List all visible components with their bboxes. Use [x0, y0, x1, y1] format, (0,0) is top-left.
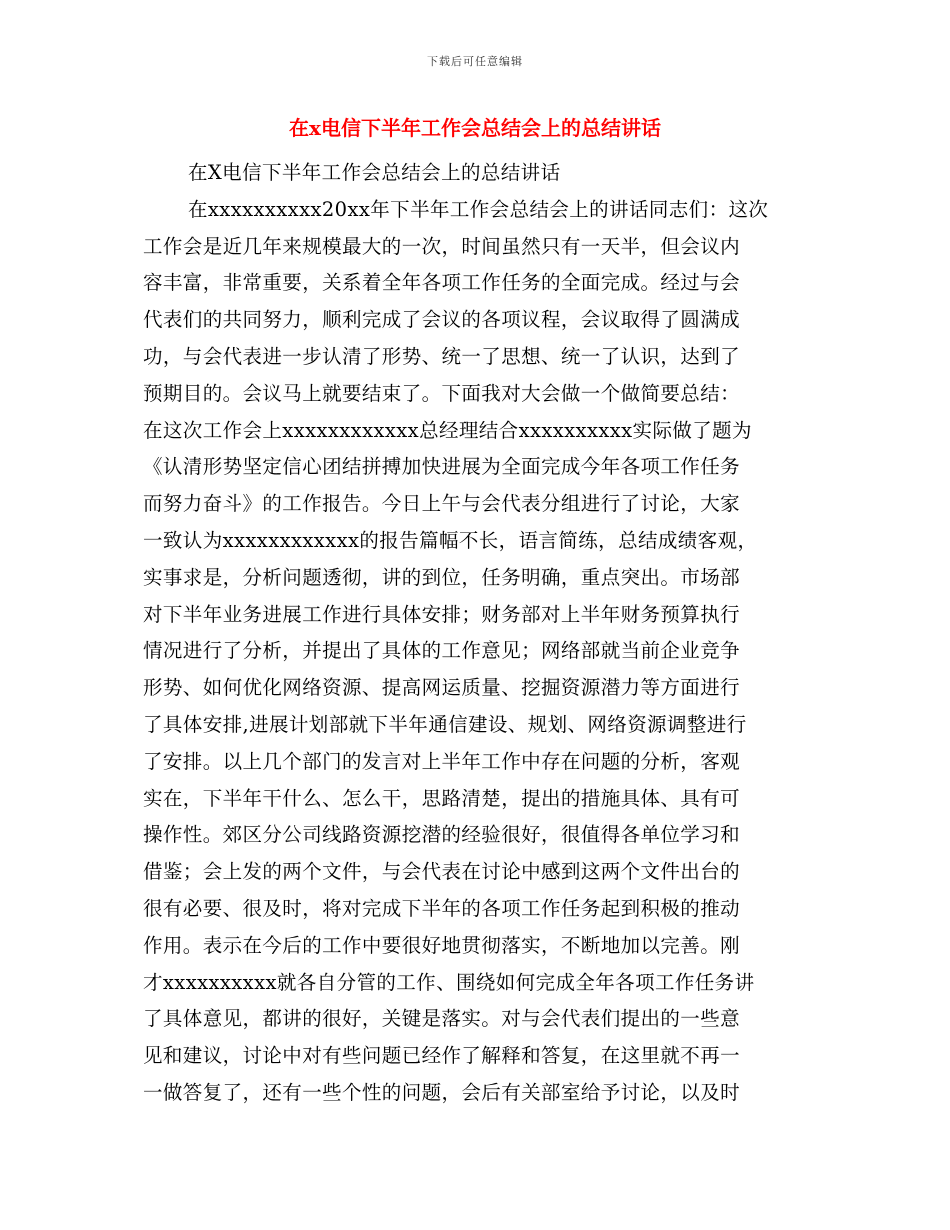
- paragraph-line: 《认清形势坚定信心团结拼搏加快进展为全面完成今年各项工作任务: [143, 455, 741, 479]
- paragraph-line: 操作性。郊区分公司线路资源挖潜的经验很好，很值得各单位学习和: [143, 823, 741, 847]
- paragraph-line: 在这次工作会上xxxxxxxxxxxx总经理结合xxxxxxxxxx实际做了题为: [143, 418, 752, 442]
- paragraph-line: 作用。表示在今后的工作中要很好地贯彻落实，不断地加以完善。刚: [143, 933, 741, 957]
- paragraph-line: 工作会是近几年来规模最大的一次，时间虽然只有一天半，但会议内: [143, 234, 741, 258]
- document-subtitle: 在X电信下半年工作会总结会上的总结讲话: [188, 161, 561, 184]
- paragraph-line: 一致认为xxxxxxxxxxxx的报告篇幅不长，语言简练，总结成绩客观，: [143, 528, 758, 552]
- paragraph-line: 容丰富，非常重要，关系着全年各项工作任务的全面完成。经过与会: [143, 271, 741, 295]
- paragraph-line: 形势、如何优化网络资源、提高网运质量、挖掘资源潜力等方面进行: [143, 676, 741, 700]
- document-title: 在x电信下半年工作会总结会上的总结讲话: [289, 116, 661, 140]
- document-body: [143, 155, 807, 1112]
- page-header-note: 下载后可任意编辑: [427, 55, 523, 68]
- paragraph-line: 代表们的共同努力，顺利完成了会议的各项议程，会议取得了圆满成: [143, 308, 741, 332]
- paragraph-line: 了具体安排,进展计划部就下半年通信建设、规划、网络资源调整进行: [143, 712, 747, 736]
- paragraph-line: 实事求是，分析问题透彻，讲的到位，任务明确，重点突出。市场部: [143, 565, 741, 589]
- paragraph-line: 在xxxxxxxxxx20xx年下半年工作会总结会上的讲话同志们：这次: [188, 197, 769, 221]
- paragraph-line: 功，与会代表进一步认清了形势、统一了思想、统一了认识，达到了: [143, 344, 741, 368]
- paragraph-line: 情况进行了分析，并提出了具体的工作意见；网络部就当前企业竞争: [143, 639, 741, 663]
- paragraph-line: 一做答复了，还有一些个性的问题，会后有关部室给予讨论，以及时: [143, 1080, 741, 1104]
- paragraph-line: 见和建议，讨论中对有些问题已经作了解释和答复，在这里就不再一: [143, 1044, 741, 1068]
- paragraph-line: 实在，下半年干什么、怎么干，思路清楚，提出的措施具体、具有可: [143, 786, 741, 810]
- paragraph-line: 预期目的。会议马上就要结束了。下面我对大会做一个做简要总结：: [143, 381, 741, 405]
- paragraph-line: 了安排。以上几个部门的发言对上半年工作中存在问题的分析，客观: [143, 749, 741, 773]
- paragraph-line: 借鉴；会上发的两个文件，与会代表在讨论中感到这两个文件出台的: [143, 860, 741, 884]
- paragraph-line: 而努力奋斗》的工作报告。今日上午与会代表分组进行了讨论，大家: [143, 492, 741, 516]
- paragraph-line: 才xxxxxxxxxx就各自分管的工作、围绕如何完成全年各项工作任务讲: [143, 970, 755, 994]
- paragraph-line: 对下半年业务进展工作进行具体安排；财务部对上半年财务预算执行: [143, 602, 741, 626]
- paragraph-line: 了具体意见，都讲的很好，关键是落实。对与会代表们提出的一些意: [143, 1007, 741, 1031]
- paragraph-line: 很有必要、很及时，将对完成下半年的各项工作任务起到积极的推动: [143, 896, 741, 920]
